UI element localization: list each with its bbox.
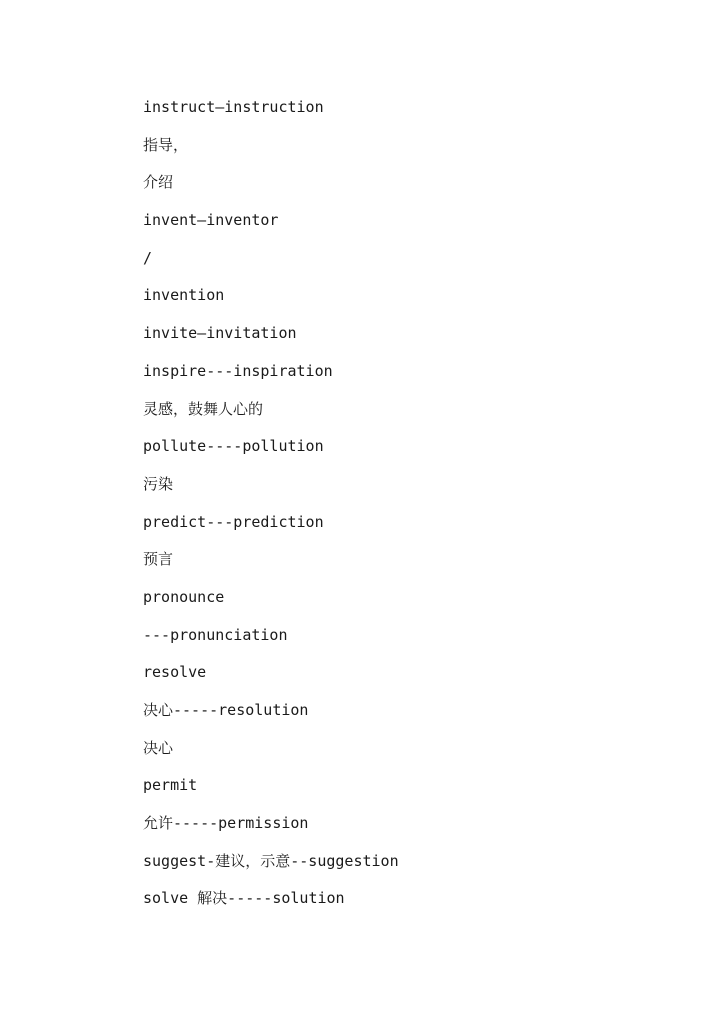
text-line: 灵感，鼓舞人心的 (143, 399, 264, 418)
text-line: suggest-建议，示意--suggestion (143, 851, 399, 870)
text-line: 指导， (143, 135, 189, 154)
text-line: invention (143, 286, 225, 305)
text-line: resolve (143, 663, 207, 682)
text-line: pronounce (143, 587, 225, 606)
text-line: instruct—instruction (143, 98, 324, 116)
text-line: inspire---inspiration (143, 361, 333, 380)
text-line: pollute----pollution (143, 437, 324, 456)
text-line: 介绍 (143, 173, 174, 192)
text-line: solve 解决-----solution (143, 889, 345, 908)
vocabulary-list (143, 93, 683, 922)
text-line: invent—inventor (143, 211, 279, 230)
text-line: 允许-----permission (143, 814, 309, 833)
text-line: predict---prediction (143, 512, 324, 531)
text-line: invite—invitation (143, 324, 297, 343)
text-line: ---pronunciation (143, 625, 288, 644)
text-line: 决心-----resolution (143, 701, 309, 719)
text-line: permit (143, 776, 198, 795)
text-line: 决心 (143, 738, 174, 757)
text-line: / (143, 248, 153, 267)
text-line: 污染 (143, 474, 174, 493)
text-line: 预言 (143, 550, 174, 569)
